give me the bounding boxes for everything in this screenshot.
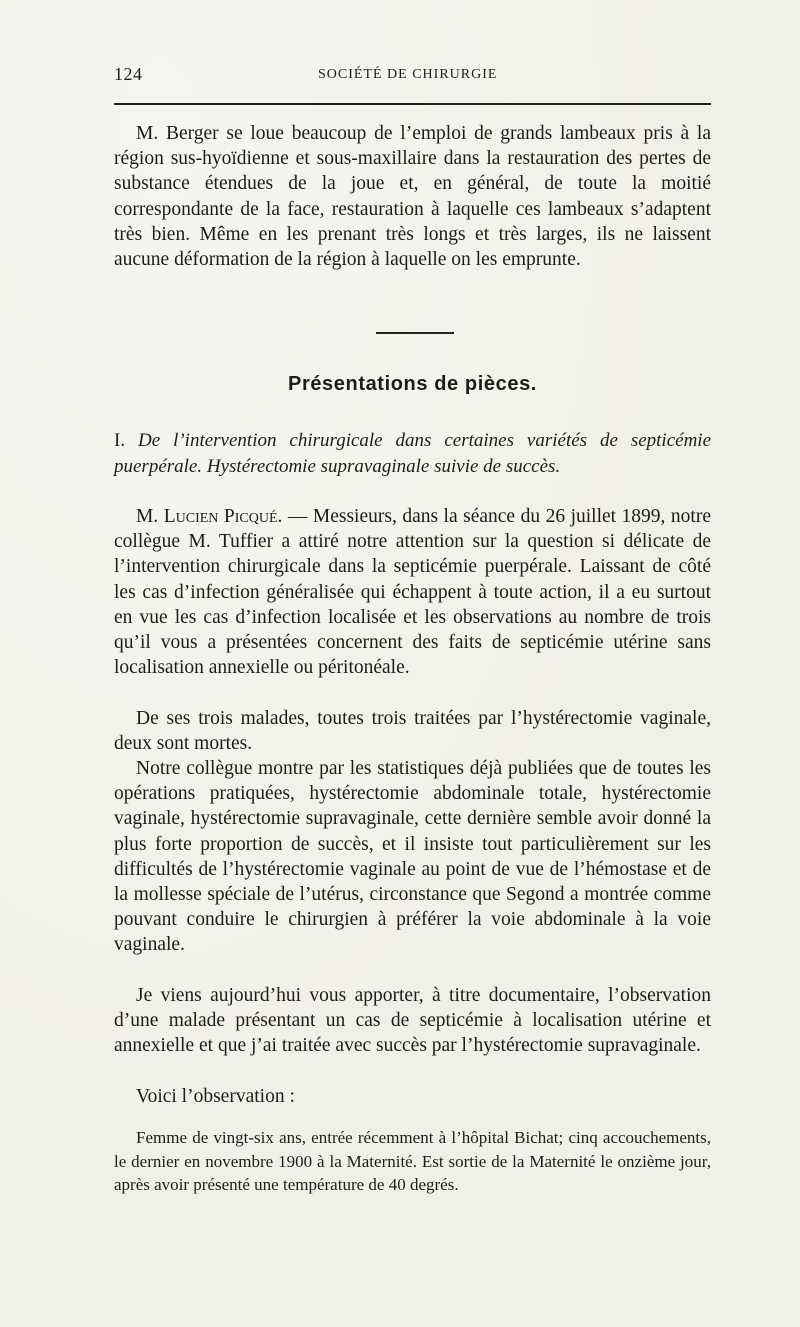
paragraph-statistiques: Notre collègue montre par les statistiques déjà publiées que de toutes les opérations pratiquées, hystérectomie abdominale totale, hystérectomie vaginale, hystérectomie supravaginale, cette dernière semble avoir donné la plus forte proportion de succès, et il insiste tout particulièrement sur les difficultés de l’hystérectomie vaginale au point de vue de l’hémostase et de la mollesse spéciale de l’utérus, circonstance que Segond a montrée comme pouvant conduire le chirurgien à préférer la voie abdominale à la voie vaginale.: [114, 758, 711, 956]
paragraph-picque: [114, 504, 711, 680]
paragraph-case-report: Femme de vingt-six ans, entrée récemment à l’hôpital Bichat; cinq accouchements, le dernier en novembre 1900 à la Maternité. Est sortie de la Maternité le onzième jour, après avoir présenté une température de 40 degrés.: [114, 1128, 711, 1194]
paragraph-voici: Voici l’observation :: [136, 1086, 295, 1107]
paragraph-trois-malades: De ses trois malades, toutes trois traitées par l’hystérectomie vaginale, deux sont mortes.: [114, 708, 711, 755]
page-header: [114, 64, 710, 90]
paragraph-berger: M. Berger se loue beaucoup de l’emploi de grands lambeaux pris à la région sus-hyoïdienne et sous-maxillaire dans la restauration des pertes de substance étendues de la joue et, en général, de toute la moitié correspondante de la face, restauration à laquelle ces lambeaux s’adaptent très bien. Même en les prenant très longs et très larges, ils ne laissent aucune déformation de la région à laquelle on les emprunte.: [114, 123, 711, 271]
running-head: SOCIÉTÉ DE CHIRURGIE: [318, 67, 498, 82]
item-number: I.: [114, 430, 126, 451]
section-title: Présentations de pièces.: [288, 373, 537, 395]
speaker-prefix: M.: [136, 506, 159, 527]
item-title-text: De l’intervention chirurgicale dans certaines variétés de septicémie puerpérale. Hystérectomie supravaginale suivie de succès.: [114, 430, 712, 477]
paragraph-picque-text: . — Messieurs, dans la séance du 26 juillet 1899, notre collègue M. Tuffier a attiré notre attention sur la question si délicate de l’intervention chirurgicale dans la septicémie puerpérale. Laissant de côté les cas d’infection généralisée qui échappent à toute action, il a eu surtout en vue les cas d’infection localisée et les observations au nombre de trois qu’il vous a présentées concernent des faits de septicémie utérine sans localisation annexielle ou péritonéale.: [114, 506, 711, 679]
section-divider: [376, 332, 454, 334]
header-rule: [114, 103, 711, 105]
item-title: [114, 428, 711, 479]
page-number: 124: [114, 64, 143, 84]
paragraph-observation-intro: Je viens aujourd’hui vous apporter, à titre documentaire, l’observation d’une malade présentant un cas de septicémie à localisation utérine et annexielle et que j’ai traitée avec succès par l’hystérectomie supravaginale.: [114, 985, 711, 1057]
speaker-name: Lucien Picqué: [163, 506, 278, 527]
